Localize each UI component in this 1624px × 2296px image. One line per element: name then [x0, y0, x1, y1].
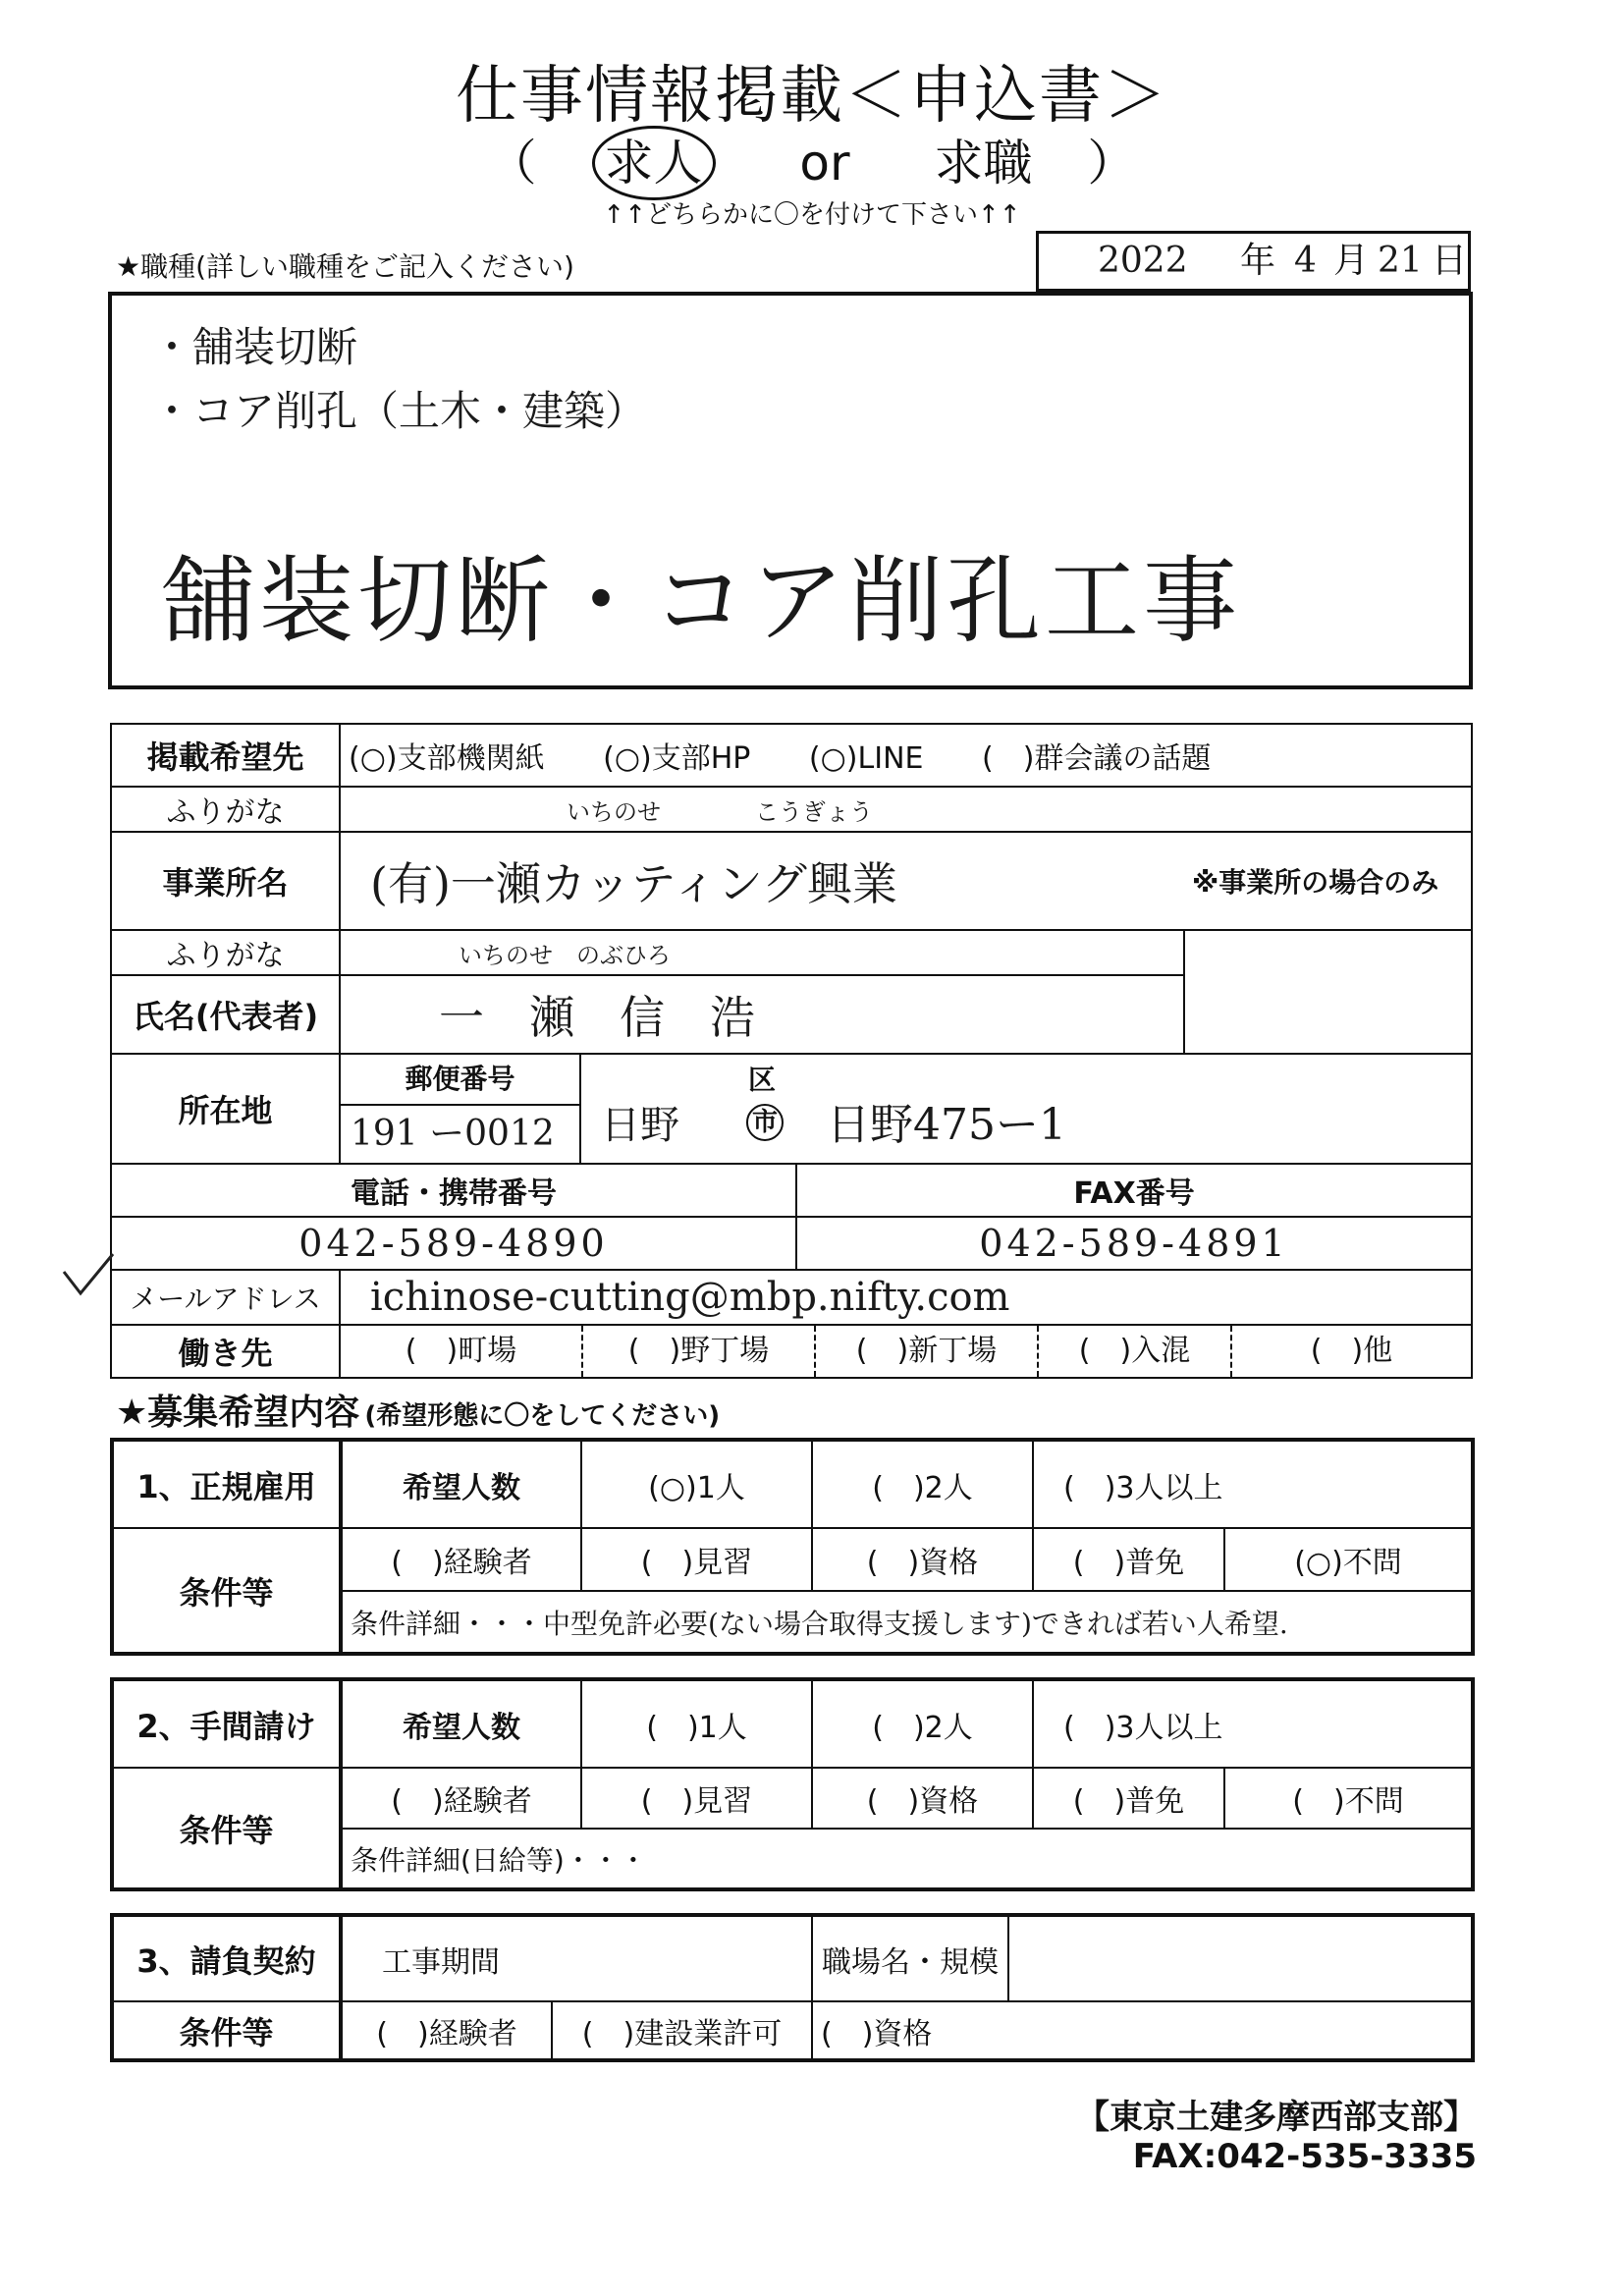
s2-cond-apprentice[interactable]: ( )見習	[581, 1768, 812, 1829]
select-note: ↑↑どちらかに〇を付けて下さい↑↑	[603, 200, 1021, 230]
date-year[interactable]: 2022	[1098, 241, 1188, 281]
publish-option-meeting[interactable]: ( )群会議の話題	[982, 741, 1212, 776]
postal-cell	[340, 1054, 580, 1164]
workplace-option-nochoba[interactable]: ( )野丁場	[583, 1326, 816, 1377]
s2-count-1[interactable]: ( )1人	[581, 1679, 812, 1768]
publish-options	[340, 724, 1472, 787]
s2-count-2[interactable]: ( )2人	[812, 1679, 1033, 1768]
section-1-table	[110, 1438, 1475, 1656]
workplace-option-irikomi[interactable]: ( )入混	[1039, 1326, 1232, 1377]
date-box	[1036, 231, 1471, 292]
recruit-heading-note: (希望形態に〇をしてください)	[364, 1401, 721, 1431]
date-day[interactable]: 21	[1378, 241, 1423, 281]
s1-count-2[interactable]: ( )2人	[812, 1440, 1033, 1528]
s1-detail-label: 条件詳細・・・	[351, 1607, 544, 1640]
postal-label: 郵便番号	[341, 1055, 579, 1106]
office-furigana[interactable]: いちのせ こうぎょう	[340, 787, 1472, 832]
s2-cond-experienced[interactable]: ( )経験者	[341, 1768, 581, 1829]
occupation-box[interactable]	[108, 292, 1473, 689]
or-text: or	[799, 135, 850, 191]
occupation-line-2: ・コア削孔（土木・建築）	[151, 387, 647, 435]
s3-period-label[interactable]: 工事期間	[341, 1915, 812, 2001]
email-label: メールアドレス	[111, 1270, 340, 1325]
publish-label: 掲載希望先	[111, 724, 340, 787]
day-label: 日	[1432, 241, 1468, 281]
footer-org: 【東京土建多摩西部支部】	[1076, 2098, 1477, 2137]
s1-detail[interactable]	[341, 1591, 1473, 1654]
s1-count-3plus[interactable]: ( )3人以上	[1033, 1440, 1473, 1528]
fax-label: FAX番号	[796, 1164, 1472, 1217]
address-shi: 市	[746, 1104, 784, 1141]
s3-site-value[interactable]	[1008, 1915, 1473, 2001]
rep-furigana-label: ふりがな	[111, 930, 340, 975]
s1-cond-experienced[interactable]: ( )経験者	[341, 1528, 581, 1591]
publish-option-line[interactable]: (○)LINE	[808, 741, 924, 776]
address-cell[interactable]	[580, 1054, 1472, 1164]
s1-cond-apprentice[interactable]: ( )見習	[581, 1528, 812, 1591]
s1-label: 1、正規雇用	[112, 1440, 341, 1528]
address-ku: 区	[748, 1064, 777, 1096]
s2-cond-any[interactable]: ( )不問	[1224, 1768, 1473, 1829]
s1-count-1[interactable]: (○)1人	[581, 1440, 812, 1528]
workplace-label: 働き先	[111, 1325, 340, 1378]
section-2-table	[110, 1677, 1475, 1891]
s3-cond-label: 条件等	[112, 2001, 341, 2060]
s1-detail-value: 中型免許必要(ない場合取得支援します)できれば若い人希望.	[543, 1607, 1288, 1640]
month-label: 月	[1333, 241, 1370, 281]
fax-value[interactable]: 042-589-4891	[796, 1217, 1472, 1270]
s3-cond-experienced[interactable]: ( )経験者	[341, 2001, 552, 2060]
offer-type-selector	[0, 126, 1624, 200]
s2-count-label: 希望人数	[341, 1679, 581, 1768]
year-label: 年	[1240, 241, 1276, 281]
workplace-options	[340, 1325, 1472, 1378]
open-paren: （	[487, 135, 537, 191]
s2-label: 2、手間請け	[112, 1679, 341, 1768]
footer-fax: FAX:042-535-3335	[1132, 2137, 1477, 2176]
rep-furigana[interactable]: いちのせ のぶひろ	[340, 930, 1184, 975]
company-info-table	[110, 723, 1473, 1379]
workplace-option-shinchoba[interactable]: ( )新丁場	[816, 1326, 1039, 1377]
section-3-table	[110, 1913, 1475, 2062]
close-paren: ）	[1087, 135, 1137, 191]
s1-cond-license[interactable]: ( )資格	[812, 1528, 1033, 1591]
rep-label: 氏名(代表者)	[111, 975, 340, 1054]
option-job-offer[interactable]: 求人	[592, 126, 716, 200]
publish-option-newsletter[interactable]: (○)支部機関紙	[349, 741, 545, 776]
occupation-main: 舗装切断・コア削孔工事	[161, 546, 1241, 656]
s2-detail[interactable]: 条件詳細(日給等)・・・	[341, 1829, 1473, 1889]
s3-cond-license[interactable]: ( )資格	[812, 2001, 1473, 2060]
phone-value[interactable]: 042-589-4890	[111, 1217, 796, 1270]
workplace-option-machiba[interactable]: ( )町場	[341, 1326, 583, 1377]
address-rest: 日野475ー1	[827, 1100, 1066, 1150]
email-value[interactable]: ichinose-cutting@mbp.nifty.com	[340, 1270, 1472, 1325]
s3-site-label: 職場名・規模	[812, 1915, 1008, 2001]
s1-cond-label: 条件等	[112, 1528, 341, 1654]
check-mark-icon	[59, 1252, 118, 1301]
s1-cond-driver[interactable]: ( )普免	[1033, 1528, 1224, 1591]
s3-label: 3、請負契約	[112, 1915, 341, 2001]
s2-count-3plus[interactable]: ( )3人以上	[1033, 1679, 1473, 1768]
office-furigana-label: ふりがな	[111, 787, 340, 832]
s2-cond-driver[interactable]: ( )普免	[1033, 1768, 1224, 1829]
form-title: 仕事情報掲載＜申込書＞	[456, 60, 1168, 133]
s2-cond-license[interactable]: ( )資格	[812, 1768, 1033, 1829]
s1-cond-any[interactable]: (○)不問	[1224, 1528, 1473, 1591]
s1-count-label: 希望人数	[341, 1440, 581, 1528]
occupation-line-1: ・舗装切断	[151, 323, 358, 371]
date-month[interactable]: 4	[1294, 241, 1317, 281]
office-name[interactable]: (有)一瀬カッティング興業	[340, 832, 1184, 930]
address-label: 所在地	[111, 1054, 340, 1164]
office-label: 事業所名	[111, 832, 340, 930]
workplace-option-other[interactable]: ( )他	[1310, 1334, 1393, 1368]
address-city: 日野	[601, 1103, 679, 1148]
s3-cond-permit[interactable]: ( )建設業許可	[552, 2001, 812, 2060]
phone-label: 電話・携帯番号	[111, 1164, 796, 1217]
occupation-label: ★職種(詳しい職種をご記入ください)	[116, 250, 574, 283]
option-job-seek[interactable]: 求職	[934, 135, 1033, 191]
recruit-heading	[116, 1385, 720, 1435]
recruit-heading-title: ★募集希望内容	[116, 1393, 360, 1433]
publish-option-hp[interactable]: (○)支部HP	[603, 741, 751, 776]
postal-value[interactable]: 191 ー0012	[351, 1114, 555, 1154]
rep-blank-cell	[1184, 930, 1472, 1054]
office-note: ※事業所の場合のみ	[1184, 832, 1472, 930]
s2-cond-label: 条件等	[112, 1768, 341, 1889]
rep-name[interactable]: 一 瀬 信 浩	[340, 975, 1184, 1054]
